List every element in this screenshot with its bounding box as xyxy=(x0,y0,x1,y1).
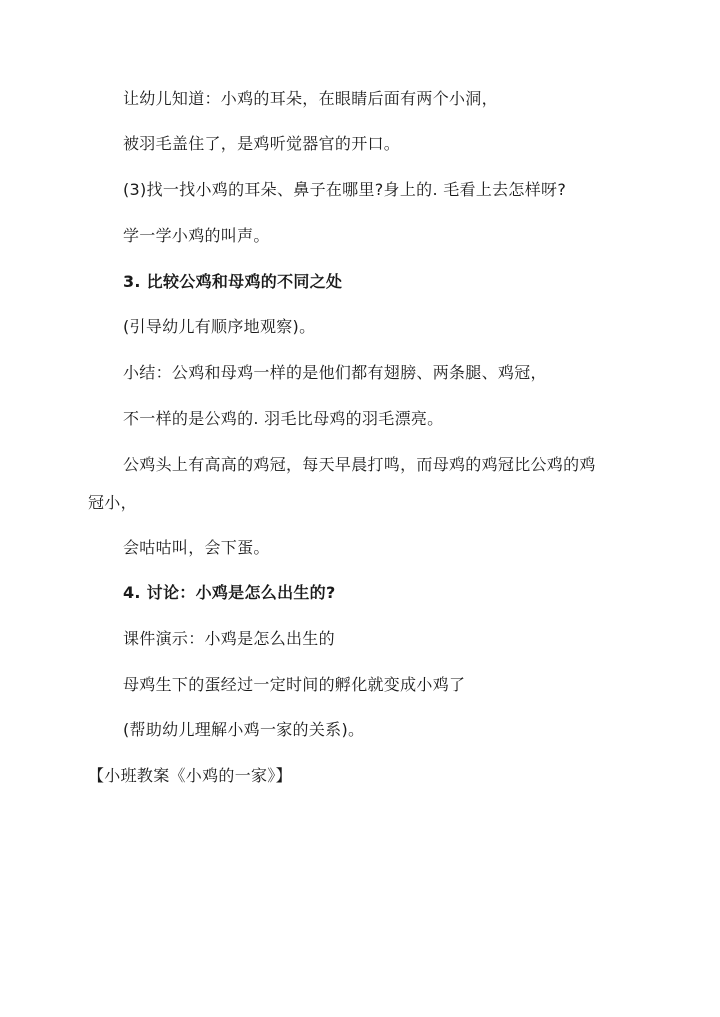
document-title: 【小班教案《小鸡的一家》】 xyxy=(88,766,292,785)
text-line: 不一样的是公鸡的. 羽毛比母鸡的羽毛漂亮。 xyxy=(123,409,444,428)
text-line: 让幼儿知道：小鸡的耳朵，在眼睛后面有两个小洞， xyxy=(123,89,498,108)
text-line: (引导幼儿有顺序地观察)。 xyxy=(123,317,316,336)
text-line: 学一学小鸡的叫声。 xyxy=(123,226,270,245)
section-heading: 3. 比较公鸡和母鸡的不同之处 xyxy=(123,272,343,291)
text-line: (帮助幼儿理解小鸡一家的关系)。 xyxy=(123,720,365,739)
section-heading: 4. 讨论：小鸡是怎么出生的? xyxy=(123,583,336,602)
text-line: (3)找一找小鸡的耳朵、鼻子在哪里?身上的. 毛看上去怎样呀? xyxy=(123,180,567,199)
text-line: 会咕咕叫，会下蛋。 xyxy=(123,538,270,557)
text-line: 母鸡生下的蛋经过一定时间的孵化就变成小鸡了 xyxy=(123,675,466,694)
text-line: 公鸡头上有高高的鸡冠，每天早晨打鸣，而母鸡的鸡冠比公鸡的鸡 xyxy=(123,455,596,474)
text-line: 被羽毛盖住了，是鸡听觉器官的开口。 xyxy=(123,134,401,153)
text-line: 课件演示：小鸡是怎么出生的 xyxy=(123,629,335,648)
text-line: 小结：公鸡和母鸡一样的是他们都有翅膀、两条腿、鸡冠， xyxy=(123,363,547,382)
text-line: 冠小， xyxy=(88,493,137,512)
